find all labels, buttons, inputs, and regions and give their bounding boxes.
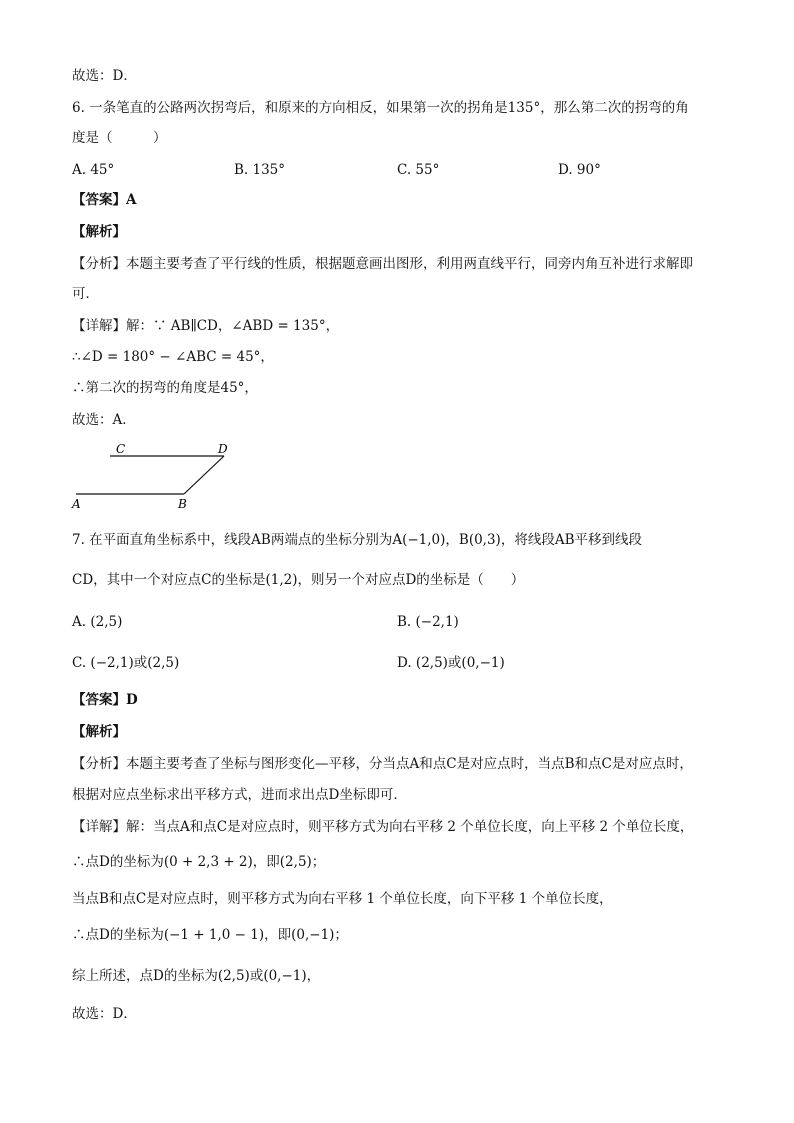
question-7-stem: 7. 在平面直角坐标系中，线段AB两端点的坐标分别为A(−1,0)，B(0,3)，将线段AB平移到线段: [72, 532, 642, 548]
solution-line: ∴点D的坐标为(0 + 2,3 + 2)，即(2,5)；: [72, 854, 326, 870]
analysis-text: 【分析】本题主要考查了平行线的性质，根据题意画出图形，利用两直线平行，同旁内角互补进行求解即: [72, 256, 693, 272]
segment-bd: [184, 456, 224, 494]
label-c: C: [116, 442, 126, 456]
text-line: 故选：D．: [72, 68, 137, 84]
analysis-label: 【解析】: [72, 224, 126, 240]
question-7-stem-cont: CD，其中一个对应点C的坐标是(1,2)，则另一个对应点D的坐标是（ ）: [72, 572, 525, 588]
q7-option-a: A. (2,5): [72, 614, 123, 630]
solution-line: 【详解】解：∵ AB∥CD，∠ABD = 135°，: [72, 318, 340, 334]
solution-line: ∴第二次的拐弯的角度是45°，: [72, 380, 258, 396]
analysis-text: 【分析】本题主要考查了坐标与图形变化—平移，分当点A和点C是对应点时，当点B和点C是对应点时，: [72, 756, 693, 772]
question-6-stem: 6. 一条笔直的公路两次拐弯后，和原来的方向相反，如果第一次的拐角是135°，那么第二次的拐弯的角: [72, 100, 689, 116]
solution-line: ∴∠D = 180° − ∠ABC = 45°，: [72, 349, 274, 365]
q7-option-b: B. (−2,1): [397, 614, 459, 630]
solution-line: 综上所述，点D的坐标为(2,5)或(0,−1)，: [72, 968, 321, 984]
answer-label: 【答案】D: [72, 692, 138, 708]
analysis-text-cont: 可．: [72, 286, 99, 302]
label-b: B: [178, 497, 187, 511]
parallel-lines-figure: [66, 438, 246, 514]
q7-option-d: D. (2,5)或(0,−1): [397, 655, 505, 671]
q7-option-c: C. (−2,1)或(2,5): [72, 655, 180, 671]
solution-line: 当点B和点C是对应点时，则平移方式为向右平移 1 个单位长度，向下平移 1 个单位长度，: [72, 891, 613, 907]
analysis-text-cont: 根据对应点坐标求出平移方式，进而求出点D坐标即可．: [72, 787, 407, 803]
solution-line: 故选：A．: [72, 412, 136, 428]
q6-option-c: C. 55°: [397, 162, 440, 178]
solution-line: ∴点D的坐标为(−1 + 1,0 − 1)，即(0,−1)；: [72, 927, 348, 943]
q6-option-d: D. 90°: [558, 162, 601, 178]
q6-option-a: A. 45°: [72, 162, 115, 178]
solution-line: 【详解】解：当点A和点C是对应点时，则平移方式为向右平移 2 个单位长度，向上平移 2 个单位长度，: [72, 819, 694, 835]
solution-line: 故选：D．: [72, 1006, 137, 1022]
answer-label: 【答案】A: [72, 192, 137, 208]
label-d: D: [218, 442, 228, 456]
analysis-label: 【解析】: [72, 724, 126, 740]
question-6-stem-cont: 度是（ ）: [72, 130, 167, 146]
label-a: A: [72, 497, 81, 511]
q6-option-b: B. 135°: [234, 162, 286, 178]
